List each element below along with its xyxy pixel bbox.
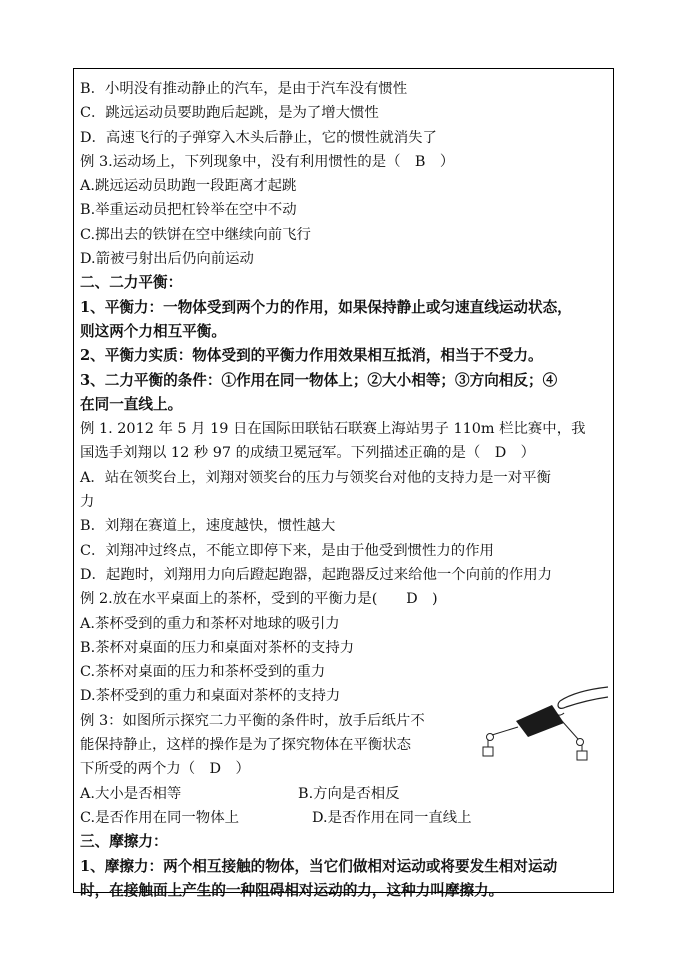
example-question: 例 1. 2012 年 5 月 19 日在国际田联钻石联赛上海站男子 110m 栏比赛中，我	[80, 421, 586, 438]
options-row	[80, 806, 609, 830]
option-line: C.掷出去的铁饼在空中继续向前飞行	[80, 226, 311, 243]
definition-line: 3、二力平衡的条件：①作用在同一物体上；②大小相等；③方向相反；④	[80, 371, 558, 389]
option-line: C.茶杯对桌面的压力和茶杯受到的重力	[80, 664, 326, 681]
document-text	[80, 77, 609, 903]
option-line: B．小明没有推动静止的汽车，是由于汽车没有惯性	[80, 81, 408, 97]
left-string	[492, 727, 518, 735]
option-line: B.举重运动员把杠铃举在空中不动	[80, 202, 297, 219]
example-question: 能保持静止，这样的操作是为了探究物体在平衡状态	[80, 737, 411, 754]
option-a: A.大小是否相等	[80, 785, 182, 802]
section-heading: 三、摩擦力：	[80, 833, 168, 851]
option-line: D．高速飞行的子弹穿入木头后静止，它的惯性就消失了	[80, 129, 437, 146]
option-line: D.箭被弓射出后仍向前运动	[80, 251, 254, 268]
definition-line: 则这两个力相互平衡。	[80, 322, 226, 340]
option-line: C．刘翔冲过终点，不能立即停下来，是由于他受到惯性力的作用	[80, 542, 494, 559]
content-table-cell	[73, 68, 614, 899]
example-question: 例 2.放在水平桌面上的茶杯，受到的平衡力是( D )	[80, 591, 438, 608]
section-heading: 二、二力平衡：	[80, 274, 183, 292]
definition-line: 时，在接触面上产生的一种阻碍相对运动的力，这种力叫摩擦力。	[80, 881, 504, 899]
option-line: D．起跑时，刘翔用力向后蹬起跑器，起跑器反过来给他一个向前的作用力	[80, 566, 553, 583]
option-b: B.方向是否相反	[298, 785, 400, 802]
option-line: C．跳远运动员要助跑后起跳，是为了增大惯性	[80, 105, 379, 122]
example-question: 国选手刘翔以 12 秒 97 的成绩卫冕冠军。下列描述正确的是（ D ）	[80, 445, 536, 462]
right-weight	[577, 751, 587, 760]
option-c: C.是否作用在同一物体上	[80, 809, 239, 826]
option-line: D.茶杯受到的重力和桌面对茶杯的支持力	[80, 688, 341, 705]
definition-line: 2、平衡力实质：物体受到的平衡力作用效果相互抵消，相当于不受力。	[80, 347, 543, 365]
option-line: A.茶杯受到的重力和茶杯对地球的吸引力	[80, 615, 340, 632]
right-string	[562, 721, 578, 739]
left-weight	[483, 747, 493, 756]
hand-drawing	[554, 687, 608, 715]
example-question: 下所受的两个力（ D ）	[80, 761, 250, 778]
example-question: 例 3：如图所示探究二力平衡的条件时，放手后纸片不	[80, 712, 425, 729]
option-line: B.茶杯对桌面的压力和桌面对茶杯的支持力	[80, 639, 355, 656]
option-line: B．刘翔在赛道上，速度越快，惯性越大	[80, 518, 336, 535]
options-row	[80, 782, 609, 806]
definition-line: 1、摩擦力：两个相互接触的物体，当它们做相对运动或将要发生相对运动	[80, 857, 558, 875]
two-force-balance-figure	[482, 685, 612, 765]
definition-line: 1、平衡力：一物体受到两个力的作用，如果保持静止或匀速直线运动状态，	[80, 298, 572, 316]
example-question: 例 3.运动场上，下列现象中，没有利用惯性的是（ B ）	[80, 153, 455, 170]
option-line: 力	[80, 494, 95, 511]
option-line: A．站在领奖台上，刘翔对领奖台的压力与领奖台对他的支持力是一对平衡	[80, 469, 551, 486]
option-d: D.是否作用在同一直线上	[312, 809, 472, 826]
right-pulley	[577, 739, 584, 746]
definition-line: 在同一直线上。	[80, 395, 183, 413]
option-line: A.跳远运动员助跑一段距离才起跳	[80, 178, 297, 195]
cardboard-piece	[516, 705, 564, 737]
left-pulley	[487, 734, 494, 741]
